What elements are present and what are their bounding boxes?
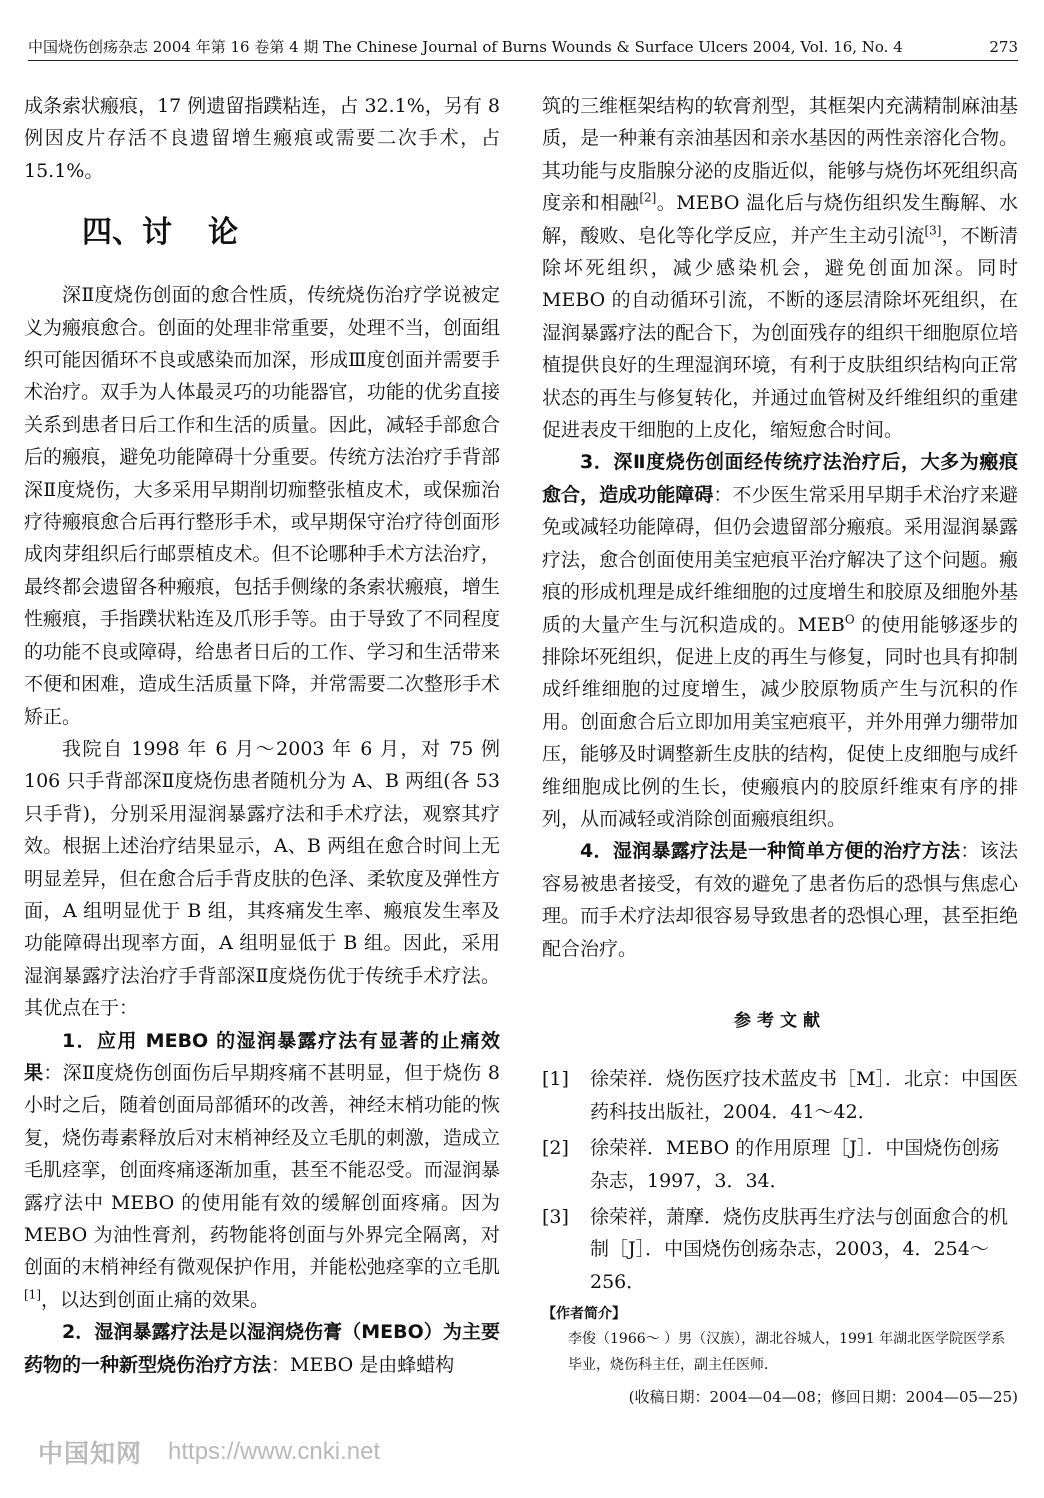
point-1-paragraph [24, 1025, 500, 1317]
references-title: 参考文献 [734, 1010, 826, 1031]
page-number: 273 [989, 38, 1018, 56]
point-2-continuation [542, 90, 1018, 446]
point-2-lead: 2．湿润暴露疗法是以湿润烧伤膏（MEBO）为主要药物的一种新型烧伤治疗方法 [24, 1321, 500, 1376]
reference-text: 徐荣祥，萧摩．烧伤皮肤再生疗法与创面愈合的机制［J］．中国烧伤创疡杂志，2003，4．254～256． [590, 1206, 1009, 1293]
citation-ref: [2] [639, 190, 657, 205]
point-2-paragraph-start [24, 1316, 500, 1381]
intro-paragraph: 成条索状瘢痕，17 例遗留指蹼粘连，占 32.1%，另有 8 例因皮片存活不良遗留增生瘢痕或需要二次手术，占 15.1%。 [24, 95, 500, 182]
point-2-cont-c: ，不断清除坏死组织，减少感染机会，避免创面加深。同时 MEBO 的自动循环引流，不断的逐层清除坏死组织，在湿润暴露疗法的配合下，为创面残存的组织干细胞原位培植提供良好的生理湿润环境，有利于皮肤组织结构向正常状态的再生与修复转化，并通过血管树及纤维组织的重建促进表皮干细胞的上皮化，缩短愈合时间。 [542, 224, 1018, 442]
discussion-paragraph-1: 深Ⅱ度烧伤创面的愈合性质，传统烧伤治疗学说被定义为瘢痕愈合。创面的处理非常重要，处理不当，创面组织可能因循环不良或感染而加深，形成Ⅲ度创面并需要手术治疗。双手为人体最灵巧的功能器官，功能的优劣直接关系到患者日后工作和生活的质量。因此，减轻手部愈合后的瘢痕，避免功能障碍十分重要。传统方法治疗手背部深Ⅱ度烧伤，大多采用早期削切痂整张植皮术，或保痂治疗待瘢痕愈合后再行整形手术，或早期保守治疗待创面形成肉芽组织后行邮票植皮术。但不论哪种手术方法治疗，最终都会遗留各种瘢痕，包括手侧缘的条索状瘢痕，增生性瘢痕，手指蹼状粘连及爪形手等。由于导致了不同程度的功能不良或障碍，给患者日后的工作、学习和生活带来不便和困难，造成生活质量下降，并常需要二次整形手术矫正。 [24, 284, 500, 728]
point-3-lead: 3．深Ⅱ度烧伤创面经传统疗法治疗后，大多为瘢痕愈合，造成功能障碍 [542, 451, 1018, 506]
reference-text: 徐荣祥．烧伤医疗技术蓝皮书［M］．北京：中国医药科技出版社，2004．41～42． [590, 1068, 1018, 1123]
point-3-body-b: 的使用能够逐步的排除坏死组织，促进上皮的再生与修复，同时也具有抑制成纤维细胞的过度增生，减少胶原物质产生与沉积的作用。创面愈合后立即加用美宝疤痕平，并外用弹力绷带加压，能够及时调整新生皮肤的结构，促使上皮细胞与成纤维细胞成比例的生长，使瘢痕内的胶原纤维束有序的排列，从而减轻或消除创面瘢痕组织。 [542, 613, 1018, 830]
cnki-logo-text: 中国知网 [38, 1439, 143, 1468]
received-dates: (收稿日期：2004—04—08；修回日期：2004—05—25) [628, 1388, 1018, 1407]
citation-ref: [1] [24, 1287, 41, 1302]
reference-number: [2] [542, 1137, 569, 1160]
point-4-lead: 4．湿润暴露疗法是一种简单方便的治疗方法 [580, 840, 961, 863]
reference-item [542, 1132, 1018, 1197]
reference-item [542, 1063, 1018, 1128]
author-info [542, 1302, 1018, 1410]
running-header [28, 36, 1018, 62]
left-column [24, 90, 500, 1381]
point-2-cont-a: 筑的三维框架结构的软膏剂型，其框架内充满精制麻油基质，是一种兼有亲油基因和亲水基因的两性亲溶化合物。其功能与皮脂腺分泌的皮脂近似，能够与烧伤坏死组织高度亲和相融 [542, 95, 1018, 215]
reference-number: [1] [542, 1068, 569, 1091]
section-heading-part-2: 论 [208, 215, 238, 251]
references-list [542, 1063, 1018, 1298]
superscript-o: O [844, 612, 855, 627]
point-4-body: ：该法容易被患者接受，有效的避免了患者伤后的恐惧与焦虑心理。而手术疗法却很容易导致患者的恐惧心理，甚至拒绝配合治疗。 [542, 840, 1018, 960]
point-4-paragraph [542, 835, 1018, 965]
point-2-cont-b: 。MEBO 温化后与烧伤组织发生酶解、水解，酸败、皂化等化学反应，并产生主动引流 [542, 192, 1018, 247]
reference-item [542, 1201, 1018, 1298]
point-1-body-a: ：深Ⅱ度烧伤创面伤后早期疼痛不甚明显，但于烧伤 8 小时之后，随着创面局部循环的改善，神经末梢功能的恢复，烧伤毒素释放后对末梢神经及立毛肌的刺激，造成立毛肌痉挛，创面疼痛逐渐加重，甚至不能忍受。而湿润暴露疗法中 MEBO 的使用能有效的缓解创面疼痛。因为 MEBO 为油性膏剂，药物能将创面与外界完全隔离，对创面的末梢神经有微观保护作用，并能松弛痉挛的立毛肌 [24, 1061, 500, 1279]
cnki-watermark [38, 1432, 380, 1472]
point-2-body-start: ：MEBO 是由蜂蜡构 [271, 1353, 455, 1376]
point-1-lead: 1．应用 MEBO 的湿润暴露疗法有显著的止痛效果 [24, 1029, 500, 1084]
point-1-body-b: ，以达到创面止痛的效果。 [41, 1288, 270, 1311]
point-3-paragraph [542, 446, 1018, 835]
section-heading-part-1: 四、讨 [82, 215, 172, 251]
cnki-url: https://www.cnki.net [168, 1438, 381, 1465]
author-bio: 李俊（1966～ ）男（汉族），湖北谷城人，1991 年湖北医学院医学系毕业，烧伤科主任，副主任医师． [568, 1331, 1006, 1374]
header-rule [28, 60, 1018, 61]
point-3-body-a: ：不少医生常采用早期手术治疗来避免或减轻功能障碍，但仍会遗留部分瘢痕。采用湿润暴露疗法，愈合创面使用美宝疤痕平治疗解决了这个问题。瘢痕的形成机理是成纤维细胞的过度增生和胶原及细胞外基质的大量产生与沉积造成的。MEB [542, 483, 1018, 636]
reference-text: 徐荣祥．MEBO 的作用原理［J］．中国烧伤创疡杂志，1997，3．34． [590, 1137, 1000, 1192]
discussion-paragraph-2: 我院自 1998 年 6 月～2003 年 6 月，对 75 例 106 只手背部深Ⅱ度烧伤患者随机分为 A、B 两组(各 53 只手背)，分别采用湿润暴露疗法和手术疗法，观察其疗效。根据上述治疗结果显示，A、B 两组在愈合时间上无明显差异，但在愈合后手背皮肤的色泽、柔软度及弹性方面，A 组明显优于 B 组，其疼痛发生率、瘢痕发生率及功能障碍出现率方面，A 组明显低于 B 组。因此，采用湿润暴露疗法治疗手背部深Ⅱ度烧伤优于传统手术疗法。其优点在于： [24, 737, 500, 1020]
author-info-label: 【作者简介】 [542, 1306, 626, 1323]
journal-citation-line: 中国烧伤创疡杂志 2004 年第 16 卷第 4 期 The Chinese Journal of Burns Wounds & Surface Ulcers 2004, Vol. 16, No. 4 [28, 38, 903, 56]
right-column [542, 90, 1018, 1410]
citation-ref: [3] [924, 223, 942, 238]
section-heading-discussion [82, 205, 500, 261]
reference-number: [3] [542, 1206, 569, 1228]
